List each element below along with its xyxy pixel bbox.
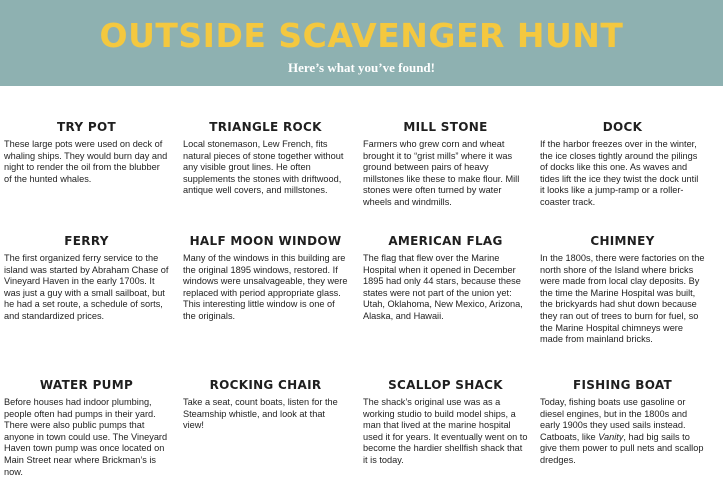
card-description: Many of the windows in this building are the original 1895 windows, restored. If windows were unsalvageable, they were replaced with period appropriate glass. This interesting little window is one of the originals. xyxy=(183,253,348,321)
card-title: MILL STONE xyxy=(403,120,488,134)
card-description: Take a seat, count boats, listen for the Steamship whistle, and look at that view! xyxy=(183,397,338,431)
card-title: TRY POT xyxy=(57,120,116,134)
text-before: Today, fishing boats use gasoline or diesel engines, but in the 1800s and early 1900s they used sails instead. Catboats, like xyxy=(540,397,688,442)
card-fishing-boat xyxy=(540,378,705,467)
card-title: WATER PUMP xyxy=(39,378,134,392)
card-title: FERRY xyxy=(64,234,109,248)
page-title: OUTSIDE SCAVENGER HUNT xyxy=(99,16,624,55)
card-description: If the harbor freezes over in the winter, the ice closes tightly around the pilings of docks like this one. As waves and tides lift the ice they twist the dock until it looks like a jump-ramp or a roller-coaster track. xyxy=(540,139,699,207)
card-title: DOCK xyxy=(602,120,643,134)
card-title: SCALLOP SHACK xyxy=(388,378,503,392)
card-title: CHIMNEY xyxy=(590,234,655,248)
card-description: Before houses had indoor plumbing, people often had pumps in their yard. There were also public pumps that anyone in town could use. The Vineyard Haven town pump was once located on Main Street near where Brickman’s is now. xyxy=(4,397,168,477)
card-description: These large pots were used on deck of whaling ships. They would burn day and night to render the oil from the blubber of the hunted whales. xyxy=(4,139,168,184)
card-description: The first organized ferry service to the island was started by Abraham Chase of Vineyard Haven in the early 1700s. It was just a guy with a small sailboat, but he had a set route, a schedule of sorts, and standardized prices. xyxy=(4,253,169,321)
card-title: FISHING BOAT xyxy=(572,378,673,392)
card-title: TRIANGLE ROCK xyxy=(209,120,322,134)
card-description: The flag that flew over the Marine Hospital when it opened in December 1895 had only 44 stars, because these states were not part of the union yet: Utah, Oklahoma, New Mexico, Arizona, Alaska, and Hawaii. xyxy=(363,253,523,321)
card-title: ROCKING CHAIR xyxy=(209,378,322,392)
card-mill-stone xyxy=(363,120,528,209)
card-rocking-chair xyxy=(183,378,348,432)
card-try-pot xyxy=(4,120,169,185)
card-triangle-rock xyxy=(183,120,348,197)
card-description xyxy=(540,397,705,467)
card-american-flag xyxy=(363,234,528,323)
page-subtitle: Here’s what you’ve found! xyxy=(288,60,435,75)
card-ferry xyxy=(4,234,169,323)
card-chimney xyxy=(540,234,705,346)
boat-name: Vanity xyxy=(598,431,624,442)
card-title: HALF MOON WINDOW xyxy=(189,234,342,248)
card-scallop-shack xyxy=(363,378,528,467)
card-title: AMERICAN FLAG xyxy=(388,234,503,248)
card-water-pump xyxy=(4,378,169,478)
card-description: The shack’s original use was as a working studio to build model ships, a man that lived at the marine hospital used it for years. It eventually went on to become the hardier shellfish shack that it is today. xyxy=(363,397,528,465)
card-description: In the 1800s, there were factories on the north shore of the Island where bricks were made from local clay deposits. By the time the Marine Hospital was built, the brickyards had shut down because they ran out of trees to burn for fuel, so the Marine Hospital chimneys were made from mainland bricks. xyxy=(540,253,705,345)
card-half-moon-window xyxy=(183,234,348,323)
card-dock xyxy=(540,120,705,209)
text-after: , had big sails to give them power to pull nets and scallop dredges. xyxy=(540,431,704,465)
card-description: Farmers who grew corn and wheat brought it to “grist mills” where it was ground between pairs of heavy millstones like these to make flour. Mill stones were often turned by water wheels and windmills. xyxy=(363,139,520,207)
card-description: Local stonemason, Lew French, fits natural pieces of stone together without any visible grout lines. He often supplements the stones with driftwood, antique well covers, and millstones. xyxy=(183,139,344,196)
